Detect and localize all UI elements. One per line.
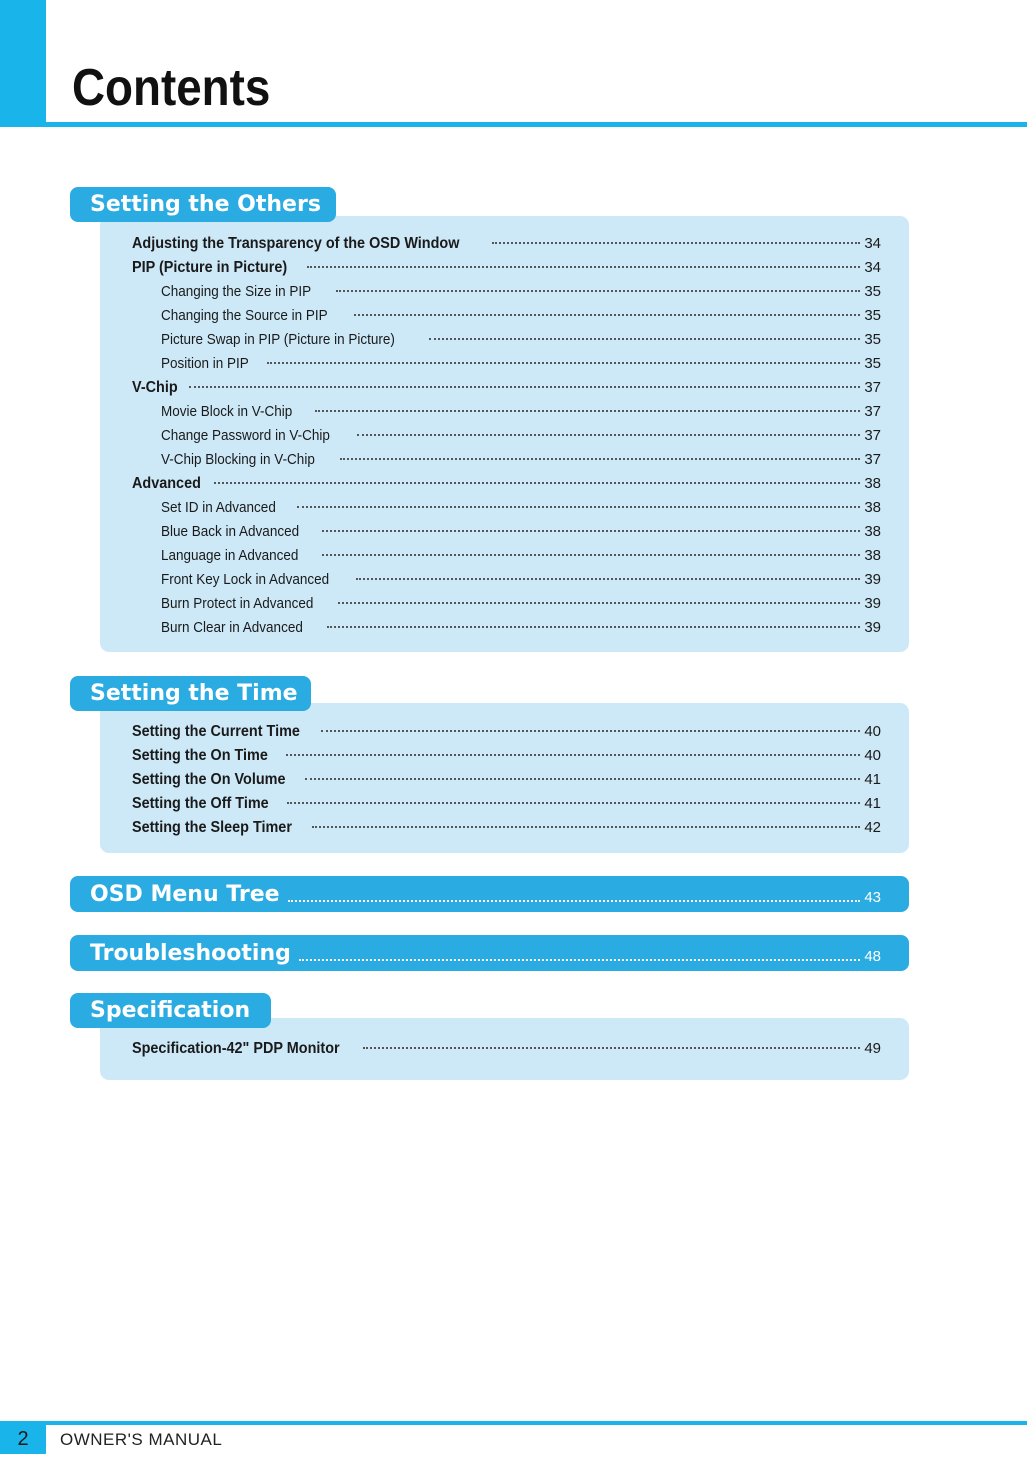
toc-entry-page: 39	[864, 619, 881, 636]
dot-leader	[312, 812, 860, 828]
section-panel-setting-the-time	[100, 703, 909, 853]
toc-list	[132, 720, 881, 840]
section-tab-setting-the-others[interactable]: Setting the Others	[70, 187, 336, 222]
toc-entry-label: Specification-42" PDP Monitor	[132, 1040, 340, 1057]
toc-entry-page: 35	[864, 331, 881, 348]
toc-entry-page: 37	[864, 403, 881, 420]
page-title: Contents	[72, 59, 271, 117]
toc-bar-osd-menu-tree[interactable]	[70, 876, 909, 912]
header-accent-bar	[0, 0, 46, 127]
toc-entry-label: Setting the Off Time	[132, 795, 269, 812]
toc-entry[interactable]	[132, 616, 881, 640]
toc-entry-page: 37	[864, 427, 881, 444]
toc-entry-page: 38	[864, 475, 881, 492]
toc-entry-label: Adjusting the Transparency of the OSD Window	[132, 235, 460, 252]
dot-leader	[305, 764, 860, 780]
toc-bar-page: 48	[864, 947, 881, 965]
toc-entry-label: Setting the Sleep Timer	[132, 819, 292, 836]
dot-leader	[288, 890, 861, 902]
dot-leader	[356, 564, 861, 580]
dot-leader	[286, 740, 860, 756]
dot-leader	[321, 716, 861, 732]
toc-entry-page: 34	[864, 259, 881, 276]
toc-entry-label: Setting the Current Time	[132, 723, 300, 740]
header-rule	[46, 122, 1027, 127]
toc-entry-page: 35	[864, 283, 881, 300]
toc-bar-label: OSD Menu Tree	[90, 881, 280, 907]
toc-entry-page: 34	[864, 235, 881, 252]
dot-leader	[363, 1033, 860, 1049]
toc-bar-troubleshooting[interactable]	[70, 935, 909, 971]
dot-leader	[354, 300, 860, 316]
toc-entry-page: 40	[864, 723, 881, 740]
dot-leader	[189, 372, 860, 388]
dot-leader	[357, 420, 861, 436]
section-tab-setting-the-time[interactable]: Setting the Time	[70, 676, 311, 711]
section-panel-setting-the-others	[100, 216, 909, 652]
dot-leader	[307, 252, 860, 268]
dot-leader	[336, 276, 861, 292]
toc-entry-page: 42	[864, 819, 881, 836]
dot-leader	[214, 468, 860, 484]
toc-entry-label: Advanced	[132, 475, 201, 492]
toc-entry-label: Burn Protect in Advanced	[161, 595, 314, 612]
toc-entry-page: 41	[864, 795, 881, 812]
toc-bar-label: Troubleshooting	[90, 940, 291, 966]
toc-entry-page: 38	[864, 547, 881, 564]
toc-list	[132, 232, 881, 640]
toc-bar-page: 43	[864, 888, 881, 906]
dot-leader	[315, 396, 860, 412]
dot-leader	[492, 228, 860, 244]
dot-leader	[297, 492, 861, 508]
toc-entry-label: Blue Back in Advanced	[161, 523, 300, 540]
dot-leader	[429, 324, 860, 340]
toc-list	[132, 1037, 881, 1061]
dot-leader	[327, 612, 861, 628]
toc-entry-page: 35	[864, 355, 881, 372]
toc-entry-page: 35	[864, 307, 881, 324]
toc-entry-label: Setting the On Volume	[132, 771, 286, 788]
toc-entry-page: 38	[864, 499, 881, 516]
toc-entry-label: PIP (Picture in Picture)	[132, 259, 288, 276]
toc-entry-label: Change Password in V-Chip	[161, 427, 330, 444]
toc-entry-page: 38	[864, 523, 881, 540]
dot-leader	[340, 444, 860, 460]
dot-leader	[338, 588, 860, 604]
toc-entry-page: 49	[864, 1040, 881, 1057]
dot-leader	[267, 348, 861, 364]
dot-leader	[322, 516, 860, 532]
page-number: 2	[0, 1421, 46, 1454]
toc-entry-label: Setting the On Time	[132, 747, 268, 764]
toc-entry[interactable]	[132, 816, 881, 840]
toc-entry-label: Burn Clear in Advanced	[161, 619, 303, 636]
dot-leader	[287, 788, 860, 804]
footer-rule	[0, 1421, 1027, 1425]
toc-entry-label: Set ID in Advanced	[161, 499, 276, 516]
dot-leader	[322, 540, 861, 556]
section-tab-specification[interactable]: Specification	[70, 993, 271, 1028]
toc-entry-label: Front Key Lock in Advanced	[161, 571, 330, 588]
toc-entry-label: Changing the Size in PIP	[161, 283, 312, 300]
dot-leader	[299, 949, 860, 961]
footer-label: OWNER'S MANUAL	[60, 1430, 223, 1449]
toc-entry-label: Language in Advanced	[161, 547, 299, 564]
toc-entry-page: 39	[864, 595, 881, 612]
toc-entry-label: Changing the Source in PIP	[161, 307, 328, 324]
toc-entry-label: Position in PIP	[161, 355, 249, 372]
toc-entry-label: Movie Block in V-Chip	[161, 403, 293, 420]
toc-entry-label: V-Chip Blocking in V-Chip	[161, 451, 315, 468]
toc-entry-page: 41	[864, 771, 881, 788]
toc-entry-label: Picture Swap in PIP (Picture in Picture)	[161, 331, 395, 348]
toc-entry-label: V-Chip	[132, 379, 178, 396]
toc-entry-page: 40	[864, 747, 881, 764]
toc-entry-page: 39	[864, 571, 881, 588]
toc-entry-page: 37	[864, 451, 881, 468]
toc-entry-page: 37	[864, 379, 881, 396]
toc-entry[interactable]	[132, 1037, 881, 1061]
